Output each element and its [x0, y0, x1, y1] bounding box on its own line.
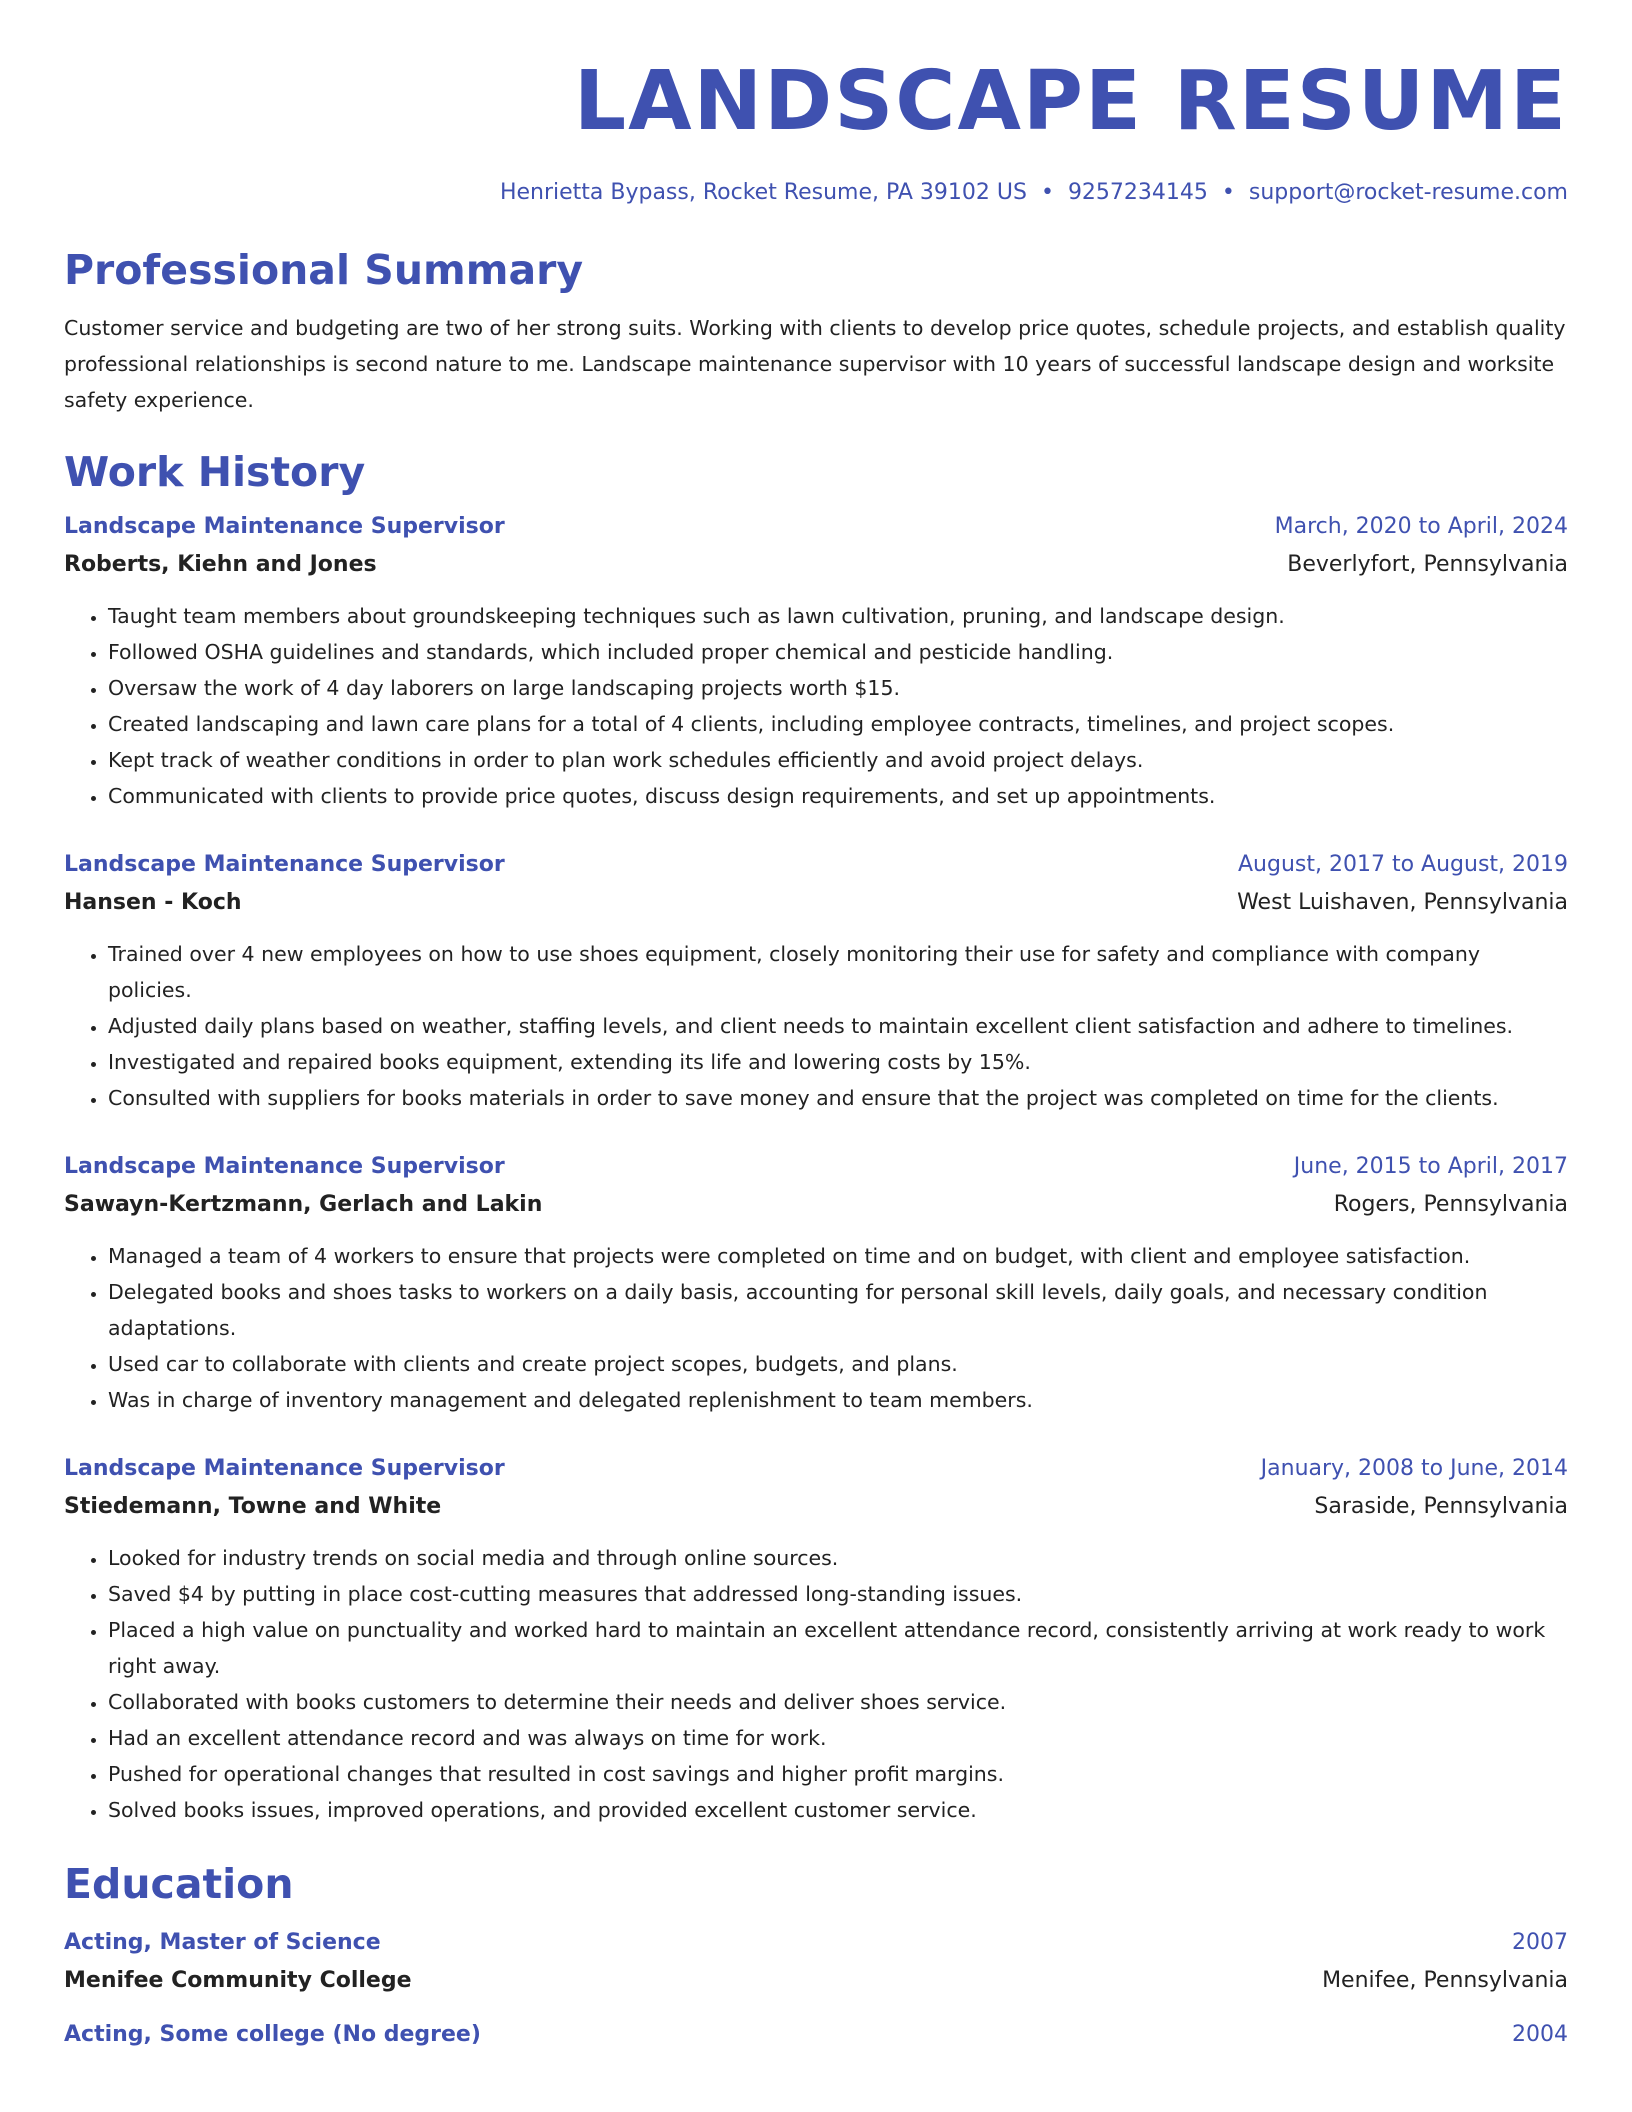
job-bullets [64, 1238, 1568, 1418]
resume-header [64, 0, 1568, 208]
job-bullet: • Was in charge of inventory management and delegated replenishment to team members. [108, 1382, 1568, 1418]
job-role: Landscape Maintenance Supervisor [64, 514, 505, 539]
summary-text: Customer service and budgeting are two of her strong suits. Working with clients to develop price quotes, schedule projects, and establish quality professional relationships is second nature to me. Landscape maintenance supervisor with 10 years of successful landscape design and worksite safety experience. [64, 316, 1566, 412]
job-dates: January, 2008 to June, 2014 [1260, 1456, 1568, 1481]
job-role: Landscape Maintenance Supervisor [64, 852, 505, 877]
education-school-row [64, 1962, 1568, 2000]
work-history-heading: Work History [64, 448, 366, 496]
job-bullet: • Collaborated with books customers to determine their needs and deliver shoes service. [108, 1684, 1568, 1720]
contact-email[interactable]: support@rocket-resume.com [1248, 180, 1568, 205]
job-dates: March, 2020 to April, 2024 [1274, 514, 1568, 539]
job-bullet: • Consulted with suppliers for books materials in order to save money and ensure that the project was completed on time for the clients. [108, 1080, 1568, 1116]
job-company-row [64, 546, 1568, 584]
education-year: 2004 [1512, 2022, 1568, 2047]
job-location: West Luishaven, Pennsylvania [1237, 890, 1568, 915]
job-bullet: • Pushed for operational changes that resulted in cost savings and higher profit margins. [108, 1756, 1568, 1792]
job-header-row [64, 846, 1568, 884]
job-company: Sawayn-Kertzmann, Gerlach and Lakin [64, 1192, 543, 1217]
job-bullet: • Managed a team of 4 workers to ensure that projects were completed on time and on budget, with client and employee satisfaction. [108, 1238, 1568, 1274]
education-header-row [64, 2016, 1568, 2054]
education-header-row [64, 1924, 1568, 1962]
job-company-row [64, 884, 1568, 922]
job-dates: June, 2015 to April, 2017 [1293, 1154, 1568, 1179]
job-bullet: • Adjusted daily plans based on weather, staffing levels, and client needs to maintain excellent client satisfaction and adhere to timelines. [108, 1008, 1568, 1044]
job-bullet: • Had an excellent attendance record and was always on time for work. [108, 1720, 1568, 1756]
job-bullet: • Created landscaping and lawn care plans for a total of 4 clients, including employee contracts, timelines, and project scopes. [108, 706, 1568, 742]
job-header-row [64, 1148, 1568, 1186]
job-bullet: • Communicated with clients to provide price quotes, discuss design requirements, and set up appointments. [108, 778, 1568, 814]
job-company-row [64, 1186, 1568, 1224]
job-location: Saraside, Pennsylvania [1314, 1494, 1568, 1519]
job-bullet: • Solved books issues, improved operations, and provided excellent customer service. [108, 1792, 1568, 1828]
job-header-row [64, 1450, 1568, 1488]
job-bullet: • Used car to collaborate with clients and create project scopes, budgets, and plans. [108, 1346, 1568, 1382]
job-entry [64, 508, 1568, 814]
job-company: Stiedemann, Towne and White [64, 1494, 442, 1519]
job-bullets [64, 1540, 1568, 1828]
job-bullet: • Oversaw the work of 4 day laborers on large landscaping projects worth $15. [108, 670, 1568, 706]
summary-section [64, 244, 1568, 418]
job-entry [64, 1450, 1568, 1828]
job-entry [64, 846, 1568, 1116]
education-heading: Education [64, 1860, 294, 1908]
education-degree: Acting, Some college (No degree) [64, 2022, 481, 2047]
job-location: Beverlyfort, Pennsylvania [1287, 552, 1568, 577]
resume-title: LANDSCAPE RESUME [573, 54, 1568, 149]
job-bullet: • Delegated books and shoes tasks to workers on a daily basis, accounting for personal skill levels, daily goals, and necessary condition adaptations. [108, 1274, 1568, 1346]
job-bullet: • Taught team members about groundskeeping techniques such as lawn cultivation, pruning, and landscape design. [108, 598, 1568, 634]
education-school: Menifee Community College [64, 1968, 412, 1993]
job-location: Rogers, Pennsylvania [1333, 1192, 1568, 1217]
job-company: Hansen - Koch [64, 890, 242, 915]
education-degree: Acting, Master of Science [64, 1930, 381, 1955]
job-company: Roberts, Kiehn and Jones [64, 552, 377, 577]
education-year: 2007 [1512, 1930, 1568, 1955]
education-section [64, 1858, 1568, 2054]
job-entry [64, 1148, 1568, 1418]
work-history-section [64, 446, 1568, 1828]
job-role: Landscape Maintenance Supervisor [64, 1154, 505, 1179]
contact-address: Henrietta Bypass, Rocket Resume, PA 39102 US [499, 180, 1027, 205]
job-bullets [64, 936, 1568, 1116]
education-location: Menifee, Pennsylvania [1322, 1968, 1568, 1993]
summary-heading: Professional Summary [64, 246, 584, 294]
job-company-row [64, 1488, 1568, 1526]
job-bullet: • Trained over 4 new employees on how to use shoes equipment, closely monitoring their use for safety and compliance with company policies. [108, 936, 1568, 1008]
job-dates: August, 2017 to August, 2019 [1238, 852, 1568, 877]
contact-line [64, 178, 1568, 208]
contact-separator: • [1221, 180, 1235, 205]
job-role: Landscape Maintenance Supervisor [64, 1456, 505, 1481]
education-entry [64, 2016, 1568, 2054]
job-header-row [64, 508, 1568, 546]
job-bullet: • Kept track of weather conditions in order to plan work schedules efficiently and avoid project delays. [108, 742, 1568, 778]
contact-phone: 9257234145 [1067, 180, 1208, 205]
job-bullets [64, 598, 1568, 814]
job-bullet: • Looked for industry trends on social media and through online sources. [108, 1540, 1568, 1576]
job-bullet: • Placed a high value on punctuality and worked hard to maintain an excellent attendance record, consistently arriving at work ready to work right away. [108, 1612, 1568, 1684]
education-entry [64, 1924, 1568, 2000]
job-bullet: • Followed OSHA guidelines and standards, which included proper chemical and pesticide handling. [108, 634, 1568, 670]
job-bullet: • Saved $4 by putting in place cost-cutting measures that addressed long-standing issues. [108, 1576, 1568, 1612]
job-bullet: • Investigated and repaired books equipment, extending its life and lowering costs by 15%. [108, 1044, 1568, 1080]
contact-separator: • [1040, 180, 1054, 205]
